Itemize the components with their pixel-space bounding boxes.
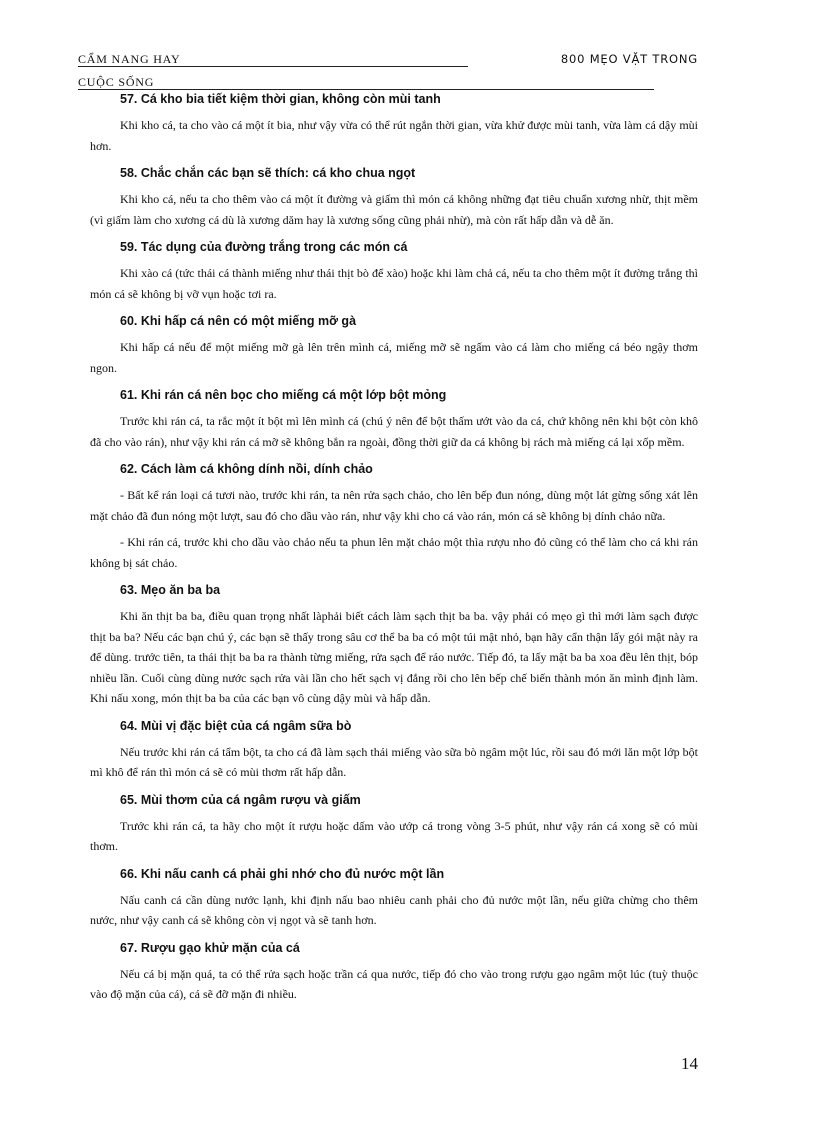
tip-paragraph: Trước khi rán cá, ta hãy cho một ít rượu hoặc dấm vào ướp cá trong vòng 3-5 phút, như vậy rán cá xong sẽ có mùi thơm. [90, 818, 698, 853]
tip-section [90, 238, 698, 304]
tip-section [90, 460, 698, 573]
tip-paragraph: Khi hấp cá nếu để một miếng mỡ gà lên trên mình cá, miếng mỡ sẽ ngấm vào cá làm cho miếng cá béo ngậy thơm ngon. [90, 340, 698, 375]
tip-paragraph: Khi kho cá, ta cho vào cá một ít bia, như vậy vừa có thể rút ngắn thời gian, vừa khử được mùi tanh, vừa làm cá dậy mùi hơn. [90, 118, 698, 153]
tip-section [90, 90, 698, 156]
tip-body [90, 115, 698, 156]
tip-section [90, 939, 698, 1005]
tip-heading: 66. Khi nấu canh cá phải ghi nhớ cho đủ nước một lần [120, 866, 445, 881]
tip-section [90, 386, 698, 452]
tip-body [90, 263, 698, 304]
page-number: 14 [681, 1054, 698, 1073]
page-content [90, 90, 698, 1013]
tip-body [90, 485, 698, 573]
tip-heading: 60. Khi hấp cá nên có một miếng mỡ gà [120, 314, 357, 328]
tip-body [90, 606, 698, 709]
tip-paragraph: Nếu trước khi rán cá tẩm bột, ta cho cá đã làm sạch thái miếng vào sữa bò ngâm một lúc, rồi sau đó mới lăn một lớp bột mì khô để rán thì món cá sẽ có mùi thơm rất hấp dẫn. [90, 744, 698, 779]
tip-paragraph: - Khi rán cá, trước khi cho dầu vào chảo nếu ta phun lên mặt chảo một thìa rượu nho đỏ cũng có thể làm cho cá khi rán không bị sát chảo. [90, 535, 698, 570]
tip-heading: 67. Rượu gạo khử mặn của cá [120, 940, 300, 955]
tip-paragraph: Trước khi rán cá, ta rắc một ít bột mì lên mình cá (chú ý nên để bột thấm ướt vào da cá, chứ không nên khi bột còn khô đã cho vào rán), như vậy khi rán cá mỡ sẽ không bắn ra ngoài, đồng thời giữ da cá không bị rách mà miếng cá lại xốp mềm. [90, 414, 698, 449]
tip-heading: 59. Tác dụng của đường trắng trong các món cá [120, 240, 408, 254]
tip-body [90, 964, 698, 1005]
tip-body [90, 411, 698, 452]
tip-body [90, 816, 698, 857]
running-header-right: 800 MẸO VẶT TRONG [560, 52, 698, 66]
tip-heading: 62. Cách làm cá không dính nồi, dính chảo [120, 462, 373, 476]
tip-body [90, 890, 698, 931]
tip-heading: 65. Mùi thơm của cá ngâm rượu và giấm [120, 792, 361, 807]
tip-body [90, 742, 698, 783]
tip-heading: 64. Mùi vị đặc biệt của cá ngâm sữa bò [120, 718, 352, 733]
tip-section [90, 581, 698, 709]
tip-section [90, 164, 698, 230]
tip-body [90, 189, 698, 230]
tip-paragraph: Khi kho cá, nếu ta cho thêm vào cá một ít đường và giấm thì món cá không những đạt tiêu chuẩn xương nhừ, thịt mềm (vì giấm làm cho xương cá dù là xương dăm hay là xương sống cũng phải nhừ), mà còn rất hấp dẫn và dễ ăn. [90, 192, 698, 227]
tip-section [90, 717, 698, 783]
tip-section [90, 865, 698, 931]
tip-paragraph: Nấu canh cá cần dùng nước lạnh, khi định nấu bao nhiêu canh phải cho đủ nước một lần, nếu giữa chừng cho thêm nước, như vậy canh cá sẽ không còn vị ngọt và sẽ tanh hơn. [90, 892, 698, 927]
tip-paragraph: Nếu cá bị mặn quá, ta có thể rửa sạch hoặc trần cá qua nước, tiếp đó cho vào trong rượu gạo ngâm một lúc (tuỳ thuộc vào độ mặn của cá), cá sẽ đỡ mặn đi nhiều. [90, 966, 698, 1001]
tip-heading: 58. Chắc chắn các bạn sẽ thích: cá kho chua ngọt [120, 166, 416, 180]
tip-heading: 57. Cá kho bia tiết kiệm thời gian, không còn mùi tanh [120, 92, 441, 106]
tip-paragraph: Khi xào cá (tức thái cá thành miếng như thái thịt bò để xào) hoặc khi làm chả cá, nếu ta cho thêm một ít đường trắng thì món cá sẽ không bị vỡ vụn hoặc tơi ra. [90, 266, 698, 301]
running-header-continuation: CUỘC SỐNG [78, 75, 654, 90]
tip-heading: 63. Mẹo ăn ba ba [120, 583, 221, 597]
tip-paragraph: Khi ăn thịt ba ba, điều quan trọng nhất làphải biết cách làm sạch thịt ba ba. vậy phải có mẹo gì thì mới làm sạch được thịt ba ba? Nếu các bạn chú ý, các bạn sẽ thấy trong sâu cơ thể ba ba có một túi mật nhỏ, bạn hãy cẩn thận lấy gói mật này ra để dùng. trước tiên, ta thái thịt ba ba ra thành từng miếng, rửa sạch để ráo nước. Tiếp đó, ta lấy mật ba ba xoa đều lên thịt, bóp nhiều lần. Cuối cùng dùng nước sạch rửa vài lần cho hết sạch vị đắng rồi cho lên bếp chế biến thành món ăn mình định làm. Khi nấu xong, món thịt ba ba của các bạn vô cùng dậy mùi và hấp dẫn. [90, 609, 698, 705]
running-header-left: CẨM NANG HAY [78, 52, 468, 67]
tip-section [90, 312, 698, 378]
tip-body [90, 337, 698, 378]
tip-section [90, 791, 698, 857]
tip-heading: 61. Khi rán cá nên bọc cho miếng cá một lớp bột mỏng [120, 388, 447, 402]
tip-paragraph: - Bất kể rán loại cá tươi nào, trước khi rán, ta nên rửa sạch chảo, cho lên bếp đun nóng, dùng một lát gừng sống xát lên mặt chảo đã đun nóng một lượt, sau đó cho dầu vào rán, như vậy khi cho cá vào rán, món cá sẽ không bị dính chảo nữa. [90, 488, 698, 523]
